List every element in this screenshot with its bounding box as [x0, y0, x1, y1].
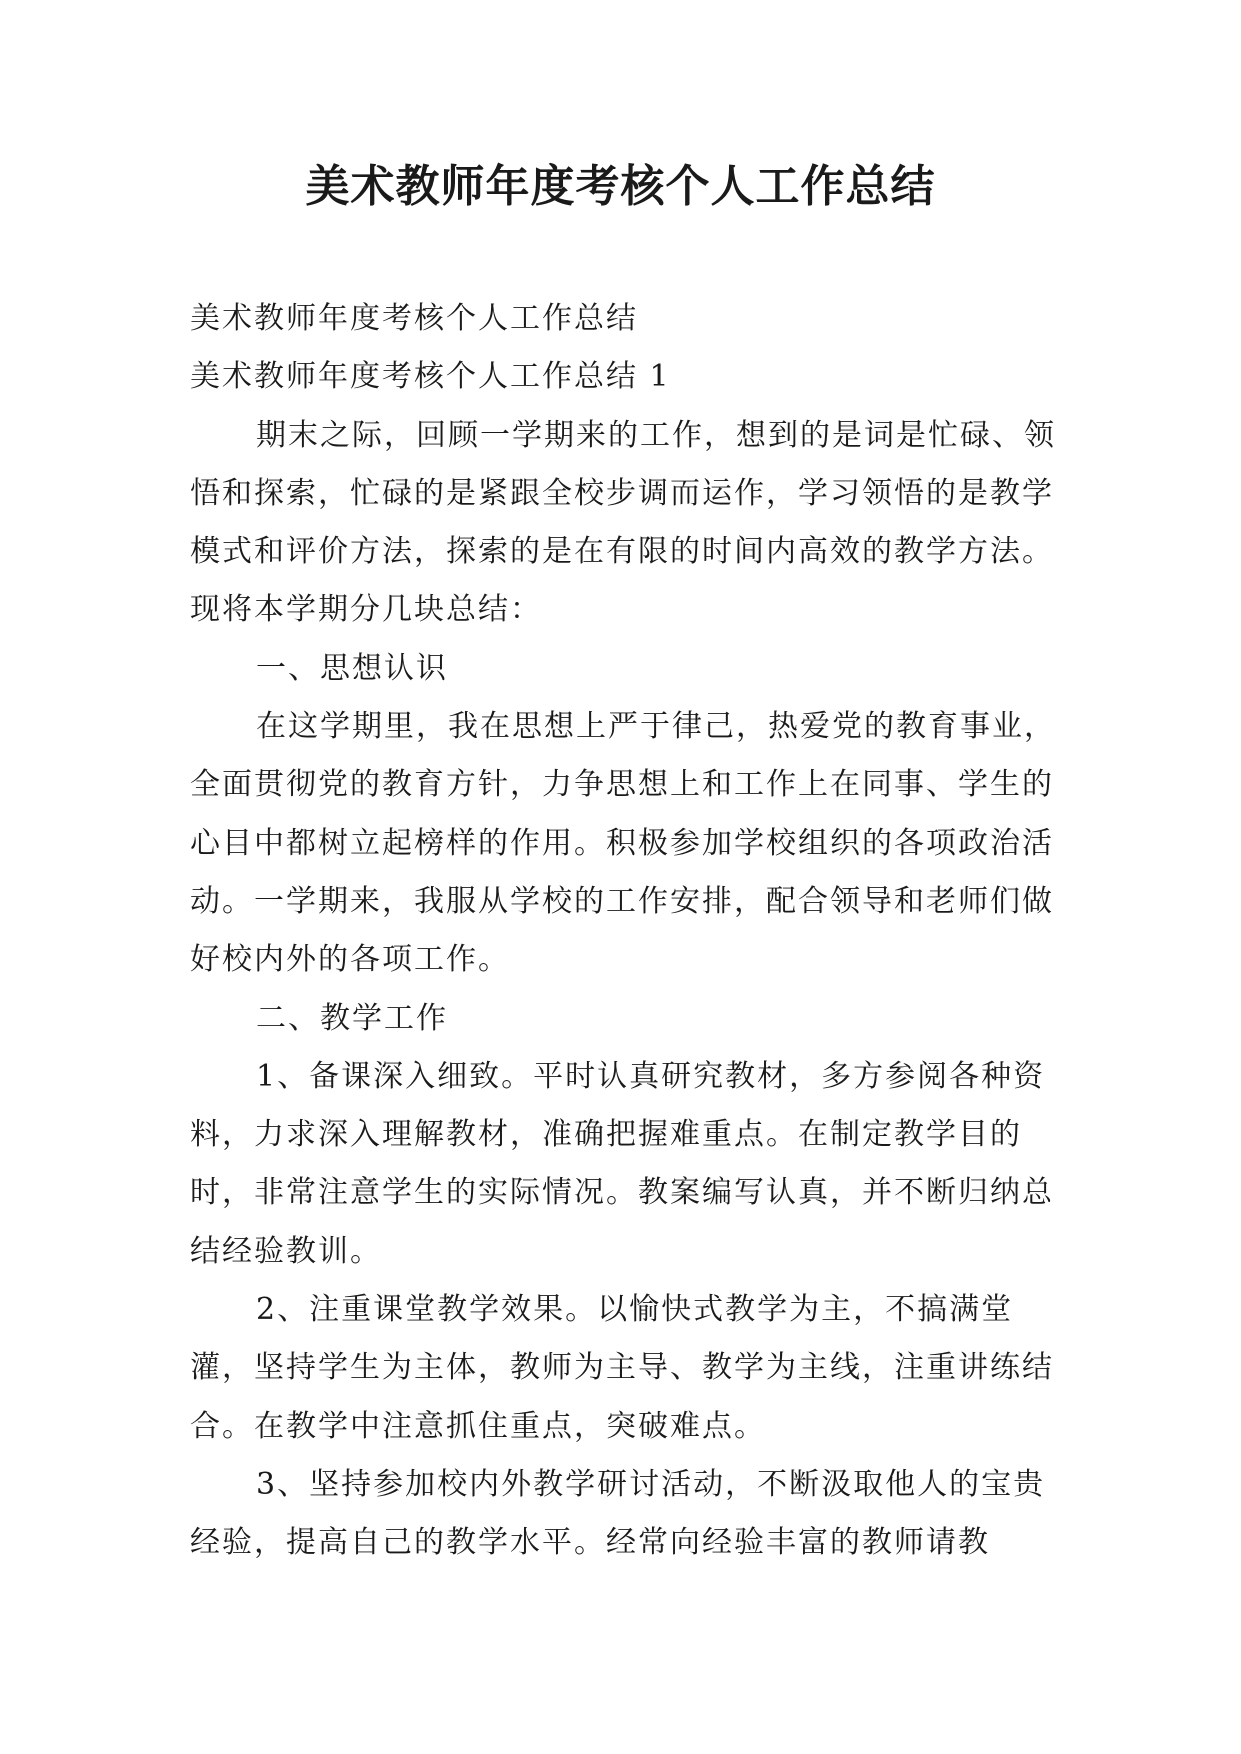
section-heading-thought: 一、思想认识 [256, 650, 448, 686]
paragraph-item-2: 2、注重课堂教学效果。以愉快式教学为主，不搞满堂灌，坚持学生为主体，教师为主导、教学为主线，注重讲练结合。在教学中注意抓住重点，突破难点。 [190, 1292, 1054, 1444]
section-heading-teaching: 二、教学工作 [256, 1000, 448, 1036]
paragraph-intro: 期末之际，回顾一学期来的工作，想到的是词是忙碌、领悟和探索，忙碌的是紧跟全校步调而运作，学习领悟的是教学模式和评价方法，探索的是在有限的时间内高效的教学方法。现将本学期分几块总结： [190, 417, 1056, 628]
paragraph-item-1: 1、备课深入细致。平时认真研究教材，多方参阅各种资料，力求深入理解教材，准确把握难重点。在制定教学目的时，非常注意学生的实际情况。教案编写认真，并不断归纳总结经验教训。 [190, 1058, 1054, 1269]
document-title: 美术教师年度考核个人工作总结 [305, 161, 936, 212]
document-body [190, 290, 1060, 1573]
subtitle: 美术教师年度考核个人工作总结 [190, 301, 638, 336]
paragraph-thought: 在这学期里，我在思想上严于律己，热爱党的教育事业，全面贯彻党的教育方针，力争思想上和工作上在同事、学生的心目中都树立起榜样的作用。积极参加学校组织的各项政治活动。一学期来，我服从学校的工作安排，配合领导和老师们做好校内外的各项工作。 [190, 709, 1056, 978]
subtitle-numbered: 美术教师年度考核个人工作总结 1 [190, 359, 671, 395]
paragraph-item-3: 3、坚持参加校内外教学研讨活动，不断汲取他人的宝贵经验，提高自己的教学水平。经常向经验丰富的教师请教 [190, 1466, 1046, 1561]
